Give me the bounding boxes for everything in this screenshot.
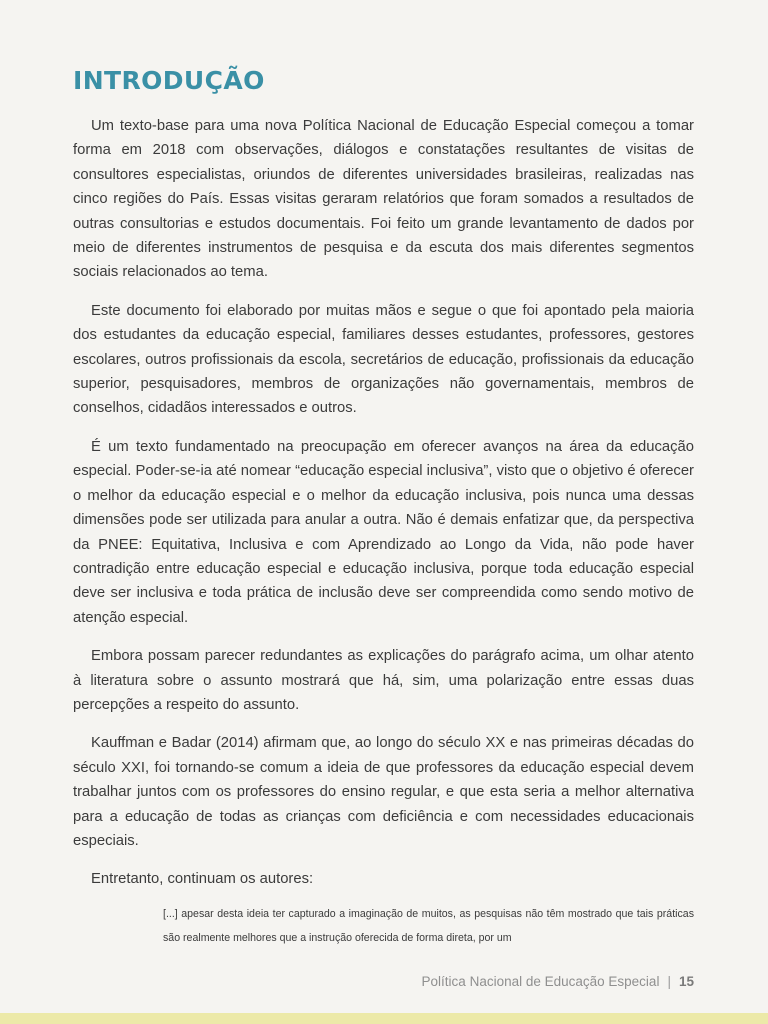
page-footer — [422, 974, 694, 989]
paragraph-1: Um texto-base para uma nova Política Nacional de Educação Especial começou a tomar forma em 2018 com observações, diálogos e constatações resultantes de visitas de consultores especialistas, oriundos de diferentes universidades brasileiras, realizadas nas cinco regiões do País. Essas visitas geraram relatórios que foram somados a resultados de outras consultorias e estudos documentais. Foi feito um grande levantamento de dados por meio de diferentes instrumentos de pesquisa e da escuta dos mais diferentes segmentos sociais relacionados ao tema. — [73, 118, 694, 281]
footer-title: Política Nacional de Educação Especial — [421, 974, 660, 989]
footer-separator: | — [667, 974, 671, 989]
paragraph-2: Este documento foi elaborado por muitas mãos e segue o que foi apontado pela maioria dos estudantes da educação especial, familiares desses estudantes, professores, gestores escolares, outros profissionais da escola, secretários de educação, profissionais da educação superior, pesquisadores, membros de organizações não governamentais, membros de conselhos, cidadãos interessados e outros. — [73, 302, 694, 417]
body-text — [73, 114, 694, 950]
paragraph-4: Embora possam parecer redundantes as explicações do parágrafo acima, um olhar atento à literatura sobre o assunto mostrará que há, sim, uma polarização entre essas duas percepções a respeito do assunto. — [73, 648, 694, 713]
paragraph-3: É um texto fundamentado na preocupação em oferecer avanços na área da educação especial. Poder-se-ia até nomear “educação especial inclusiva”, visto que o objetivo é oferecer o melhor da educação especial e o melhor da educação inclusiva, pois nunca uma dessas dimensões pode ser utilizada para anular a outra. Não é demais enfatizar que, da perspectiva da PNEE: Equitativa, Inclusiva e com Aprendizado ao Longo da Vida, não pode haver contradição entre educação especial e educação inclusiva, porque toda educação especial deve ser inclusiva e toda prática de inclusão deve ser compreendida como sendo motivo de atenção especial. — [73, 438, 694, 626]
paragraph-6: Entretanto, continuam os autores: — [91, 871, 314, 888]
section-heading: INTRODUÇÃO — [73, 66, 265, 95]
paragraph-5: Kauffman e Badar (2014) afirmam que, ao longo do século XX e nas primeiras décadas do século XXI, foi tornando-se comum a ideia de que professores da educação especial devem trabalhar juntos com os professores do ensino regular, e que esta seria a melhor alternativa para a educação de todas as crianças com deficiência e com necessidades educacionais especiais. — [73, 735, 694, 849]
bottom-color-bar — [0, 1013, 768, 1024]
block-quote: [...] apesar desta ideia ter capturado a imaginação de muitos, as pesquisas não têm mostrado que tais práticas são realmente melhores que a instrução oferecida de forma direta, por um — [163, 907, 694, 944]
page-number: 15 — [678, 974, 694, 989]
